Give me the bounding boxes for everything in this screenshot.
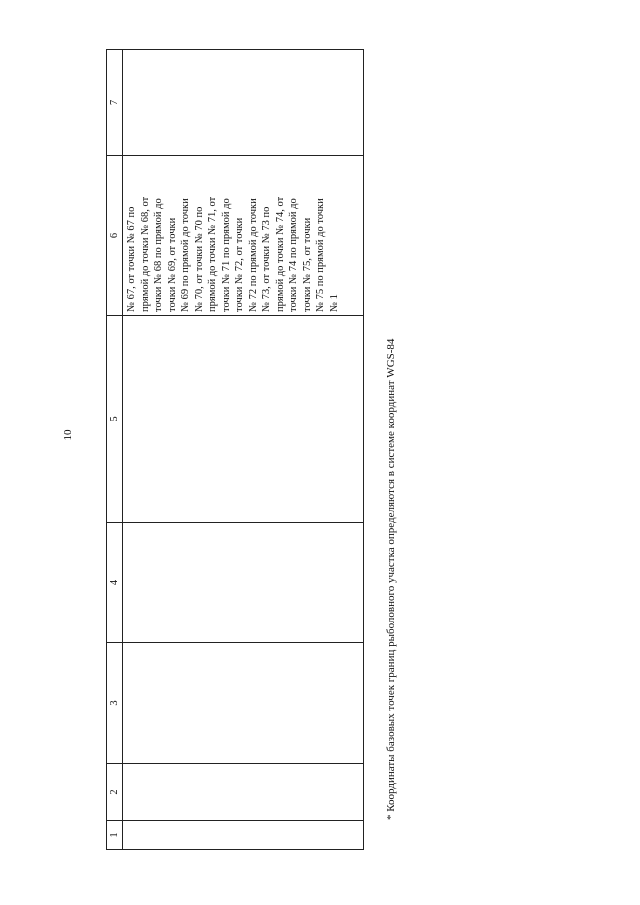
boundary-description-line: точки № 75, от точки xyxy=(301,217,313,312)
cell-col-5 xyxy=(123,316,364,523)
table-header-row xyxy=(107,50,123,850)
boundary-description-line: № 70, от точки № 70 по xyxy=(193,206,205,312)
cell-col-3 xyxy=(123,643,364,764)
cell-col-1 xyxy=(123,821,364,850)
header-col-7: 7 xyxy=(107,50,123,156)
boundary-description-line: № 72 по прямой до точки xyxy=(247,198,259,312)
boundary-description-line: прямой до точки № 68, от xyxy=(139,196,151,312)
cell-col-2 xyxy=(123,764,364,821)
boundary-description-line: № 69 по прямой до точки xyxy=(180,198,191,312)
boundary-description-line: прямой до точки № 71, от xyxy=(207,196,218,312)
cell-col-7 xyxy=(123,50,364,156)
boundary-description-line: № 1 xyxy=(328,294,340,312)
boundary-description-line: № 67, от точки № 67 по xyxy=(126,206,137,312)
boundary-description-line: точки № 74 по прямой до xyxy=(288,198,299,312)
cell-col-6-boundary-description xyxy=(123,156,364,316)
boundary-table xyxy=(106,49,364,850)
header-col-3: 3 xyxy=(107,643,123,764)
boundary-description-line: точки № 71 по прямой до xyxy=(220,198,232,312)
cell-col-4 xyxy=(123,523,364,643)
boundary-description-line: прямой до точки № 74, от xyxy=(274,196,286,312)
boundary-description-line: точки № 69, от точки xyxy=(166,217,178,312)
header-col-4: 4 xyxy=(107,523,123,643)
boundary-description-line: точки № 72, от точки xyxy=(234,217,245,312)
page-number: 10 xyxy=(62,429,74,441)
header-col-5: 5 xyxy=(107,316,123,523)
header-col-1: 1 xyxy=(107,821,123,850)
boundary-description-line: точки № 68 по прямой до xyxy=(153,198,164,312)
boundary-table-wrapper xyxy=(106,50,364,850)
table-row xyxy=(123,50,364,850)
footnote: * Координаты базовых точек границ рыболовного участка определяются в системе координат WGS-84 xyxy=(385,338,397,820)
boundary-description-line: № 75 по прямой до точки xyxy=(315,198,326,312)
boundary-description-text xyxy=(125,159,341,312)
header-col-2: 2 xyxy=(107,764,123,821)
boundary-description-line: № 73, от точки № 73 по xyxy=(261,206,272,312)
header-col-6: 6 xyxy=(107,156,123,316)
